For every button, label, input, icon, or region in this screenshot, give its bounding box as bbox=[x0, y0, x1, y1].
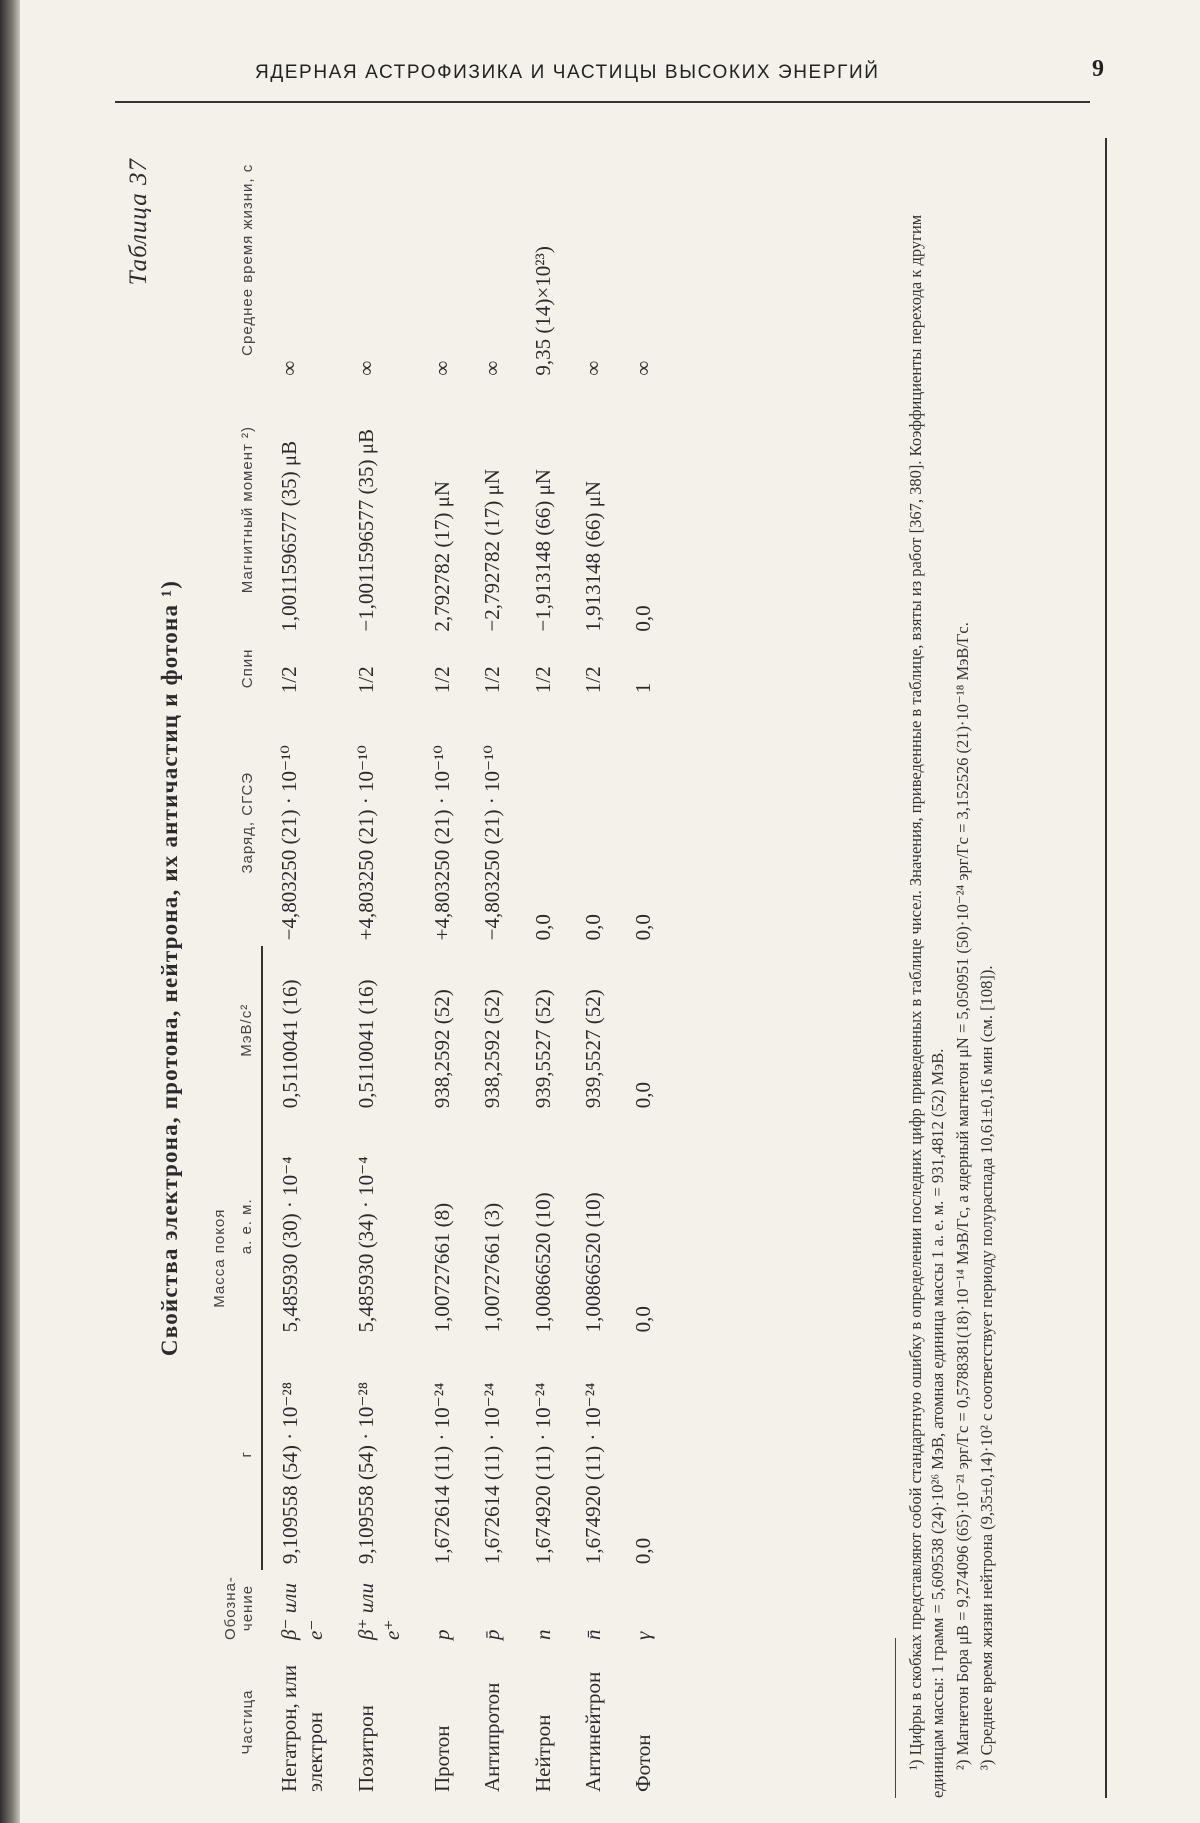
cell-charge: 0,0 bbox=[631, 914, 655, 941]
cell-name: Нейтрон bbox=[530, 1714, 555, 1792]
cell-mass-mev: 0,5110041 (16) bbox=[353, 979, 378, 1109]
cell-symbol: γ bbox=[631, 1631, 655, 1640]
cell-symbol: β⁺ или e⁺ bbox=[353, 1583, 404, 1640]
cell-mass-mev: 938,2592 (52) bbox=[430, 989, 454, 1109]
header-rule bbox=[115, 101, 1090, 103]
cell-name: Позитрон bbox=[353, 1705, 378, 1792]
bottom-rule bbox=[1105, 138, 1107, 1798]
table-row bbox=[616, 138, 666, 1798]
cell-moment: −1,913148 (66) μN bbox=[530, 469, 555, 632]
header-particle: Частица bbox=[239, 1689, 256, 1755]
cell-charge: −4,803250 (21) · 10⁻¹⁰ bbox=[480, 745, 505, 941]
cell-lifetime: ∞ bbox=[580, 360, 605, 376]
cell-mass-amu: 0,0 bbox=[631, 1306, 655, 1333]
cell-mass-mev: 938,2592 (52) bbox=[480, 989, 505, 1109]
footnote-1: ¹) Цифры в скобках представляют собой стандартную ошибку в определении последних цифр приведенных в таблице чисел. Значения, приведенные в таблице, взяты из работ [367, 380]. Коэффициенты перехода к другим единицам массы: 1 грамм = 5,609538 (24)·10²⁶ МэВ, атомная единица массы 1 а. е. м. = 931,4812 (52) МэВ. bbox=[906, 214, 948, 1798]
header-mass-amu: а. е. м. bbox=[234, 1114, 262, 1338]
table-number: Таблица 37 bbox=[125, 158, 152, 286]
header-spin: Спин bbox=[239, 648, 256, 689]
cell-lifetime: ∞ bbox=[631, 360, 655, 376]
cell-moment: 1,913148 (66) μN bbox=[580, 480, 605, 632]
cell-charge: −4,803250 (21) · 10⁻¹⁰ bbox=[277, 745, 301, 941]
cell-mass-mev: 939,5527 (52) bbox=[530, 989, 555, 1109]
cell-mass-g: 9,109558 (54) · 10⁻²⁸ bbox=[353, 1381, 378, 1565]
cell-moment: 0,0 bbox=[631, 605, 655, 632]
cell-lifetime: ∞ bbox=[430, 360, 454, 376]
cell-spin: 1/2 bbox=[277, 666, 301, 694]
footnotes bbox=[905, 158, 1000, 1798]
table-row bbox=[339, 138, 416, 1798]
cell-moment: −1,0011596577 (35) μB bbox=[353, 429, 378, 632]
cell-mass-mev: 939,5527 (52) bbox=[580, 989, 605, 1109]
footnote-rule bbox=[895, 1638, 896, 1798]
cell-symbol: n̄ bbox=[580, 1629, 605, 1640]
footnote-3: ³) Среднее время жизни нейтрона (9,35±0,14)·10² с соответствует периоду полураспада 10,61±0,16 мин (см. [108]). bbox=[976, 965, 996, 1770]
running-head: ЯДЕРНАЯ АСТРОФИЗИКА И ЧАСТИЦЫ ВЫСОКИХ ЭНЕРГИЙ bbox=[255, 62, 880, 83]
table-title: Свойства электрона, протона, нейтрона, их античастиц и фотона ¹) bbox=[157, 579, 182, 1357]
table-row bbox=[465, 138, 515, 1798]
table-row bbox=[516, 138, 566, 1798]
cell-charge: +4,803250 (21) · 10⁻¹⁰ bbox=[353, 745, 378, 941]
header-charge: Заряд, СГСЭ bbox=[239, 772, 256, 874]
cell-mass-amu: 5,485930 (30) · 10⁻⁴ bbox=[278, 1156, 302, 1333]
cell-charge: 0,0 bbox=[530, 914, 555, 941]
rotated-table-block bbox=[115, 138, 1115, 1798]
cell-mass-g: 1,672614 (11) · 10⁻²⁴ bbox=[480, 1382, 505, 1565]
footnote-2: ²) Магнетон Бора μB = 9,274096 (65)·10⁻²¹ эрг/Гс = 0,5788381(18)·10⁻¹⁴ МэВ/Гс, а ядерный магнетон μN = 5,050951 (50)·10⁻²⁴ эрг/Гс = 3,152526 (21)·10⁻¹⁸ МэВ/Гс. bbox=[952, 622, 972, 1770]
cell-name: Протон bbox=[430, 1725, 454, 1792]
cell-mass-amu: 1,00727661 (3) bbox=[480, 1202, 505, 1333]
cell-charge: +4,803250 (21) · 10⁻¹⁰ bbox=[430, 745, 454, 941]
cell-symbol: β⁻ или e⁻ bbox=[277, 1583, 328, 1640]
cell-symbol: n bbox=[530, 1629, 555, 1640]
cell-symbol: p bbox=[430, 1629, 454, 1640]
cell-mass-g: 1,672614 (11) · 10⁻²⁴ bbox=[430, 1382, 454, 1565]
cell-spin: 1 bbox=[631, 682, 655, 694]
header-mass-mev: МэВ/c² bbox=[234, 946, 262, 1114]
cell-spin: 1/2 bbox=[580, 666, 605, 694]
cell-spin: 1/2 bbox=[353, 666, 378, 694]
cell-spin: 1/2 bbox=[480, 666, 505, 694]
cell-mass-g: 9,109558 (54) · 10⁻²⁸ bbox=[278, 1381, 302, 1565]
cell-mass-g: 0,0 bbox=[631, 1537, 655, 1565]
cell-mass-amu: 5,485930 (34) · 10⁻⁴ bbox=[353, 1156, 378, 1333]
cell-mass-g: 1,674920 (11) · 10⁻²⁴ bbox=[580, 1382, 605, 1565]
cell-lifetime: 9,35 (14)×10²³) bbox=[530, 246, 555, 376]
header-lifetime: Среднее время жизни, с bbox=[239, 163, 256, 356]
book-binding-shadow bbox=[0, 0, 20, 1823]
cell-name: Антинейтрон bbox=[580, 1671, 605, 1792]
header-mass-g: г bbox=[234, 1338, 262, 1570]
table-row bbox=[262, 138, 339, 1798]
cell-lifetime: ∞ bbox=[277, 360, 301, 376]
cell-moment: −2,792782 (17) μN bbox=[480, 469, 505, 632]
page-number: 9 bbox=[1092, 56, 1104, 82]
table-row bbox=[415, 138, 465, 1798]
cell-moment: 1,0011596577 (35) μB bbox=[277, 440, 301, 632]
header-rest-mass: Масса покоя bbox=[211, 1208, 228, 1308]
cell-mass-amu: 1,00866520 (10) bbox=[530, 1192, 555, 1333]
cell-mass-mev: 0,0 bbox=[631, 1081, 655, 1109]
cell-spin: 1/2 bbox=[530, 666, 555, 694]
cell-name: Фотон bbox=[631, 1734, 655, 1792]
cell-mass-amu: 1,00866520 (10) bbox=[580, 1192, 605, 1333]
cell-name: Антипротон bbox=[480, 1682, 505, 1792]
table-row bbox=[566, 138, 616, 1798]
cell-charge: 0,0 bbox=[580, 914, 605, 941]
cell-spin: 1/2 bbox=[430, 666, 454, 694]
header-symbol: Обозна-чение bbox=[222, 1576, 256, 1640]
cell-mass-mev: 0,5110041 (16) bbox=[278, 979, 302, 1109]
cell-mass-g: 1,674920 (11) · 10⁻²⁴ bbox=[530, 1382, 555, 1565]
header-moment: Магнитный момент ²) bbox=[239, 425, 256, 594]
cell-lifetime: ∞ bbox=[353, 360, 378, 376]
cell-lifetime: ∞ bbox=[480, 360, 505, 376]
particle-properties-table bbox=[207, 138, 666, 1798]
cell-name: Негатрон, или электрон bbox=[277, 1664, 328, 1792]
cell-symbol: p̄ bbox=[480, 1629, 505, 1640]
cell-moment: 2,792782 (17) μN bbox=[430, 480, 454, 632]
cell-mass-amu: 1,00727661 (8) bbox=[430, 1202, 454, 1333]
